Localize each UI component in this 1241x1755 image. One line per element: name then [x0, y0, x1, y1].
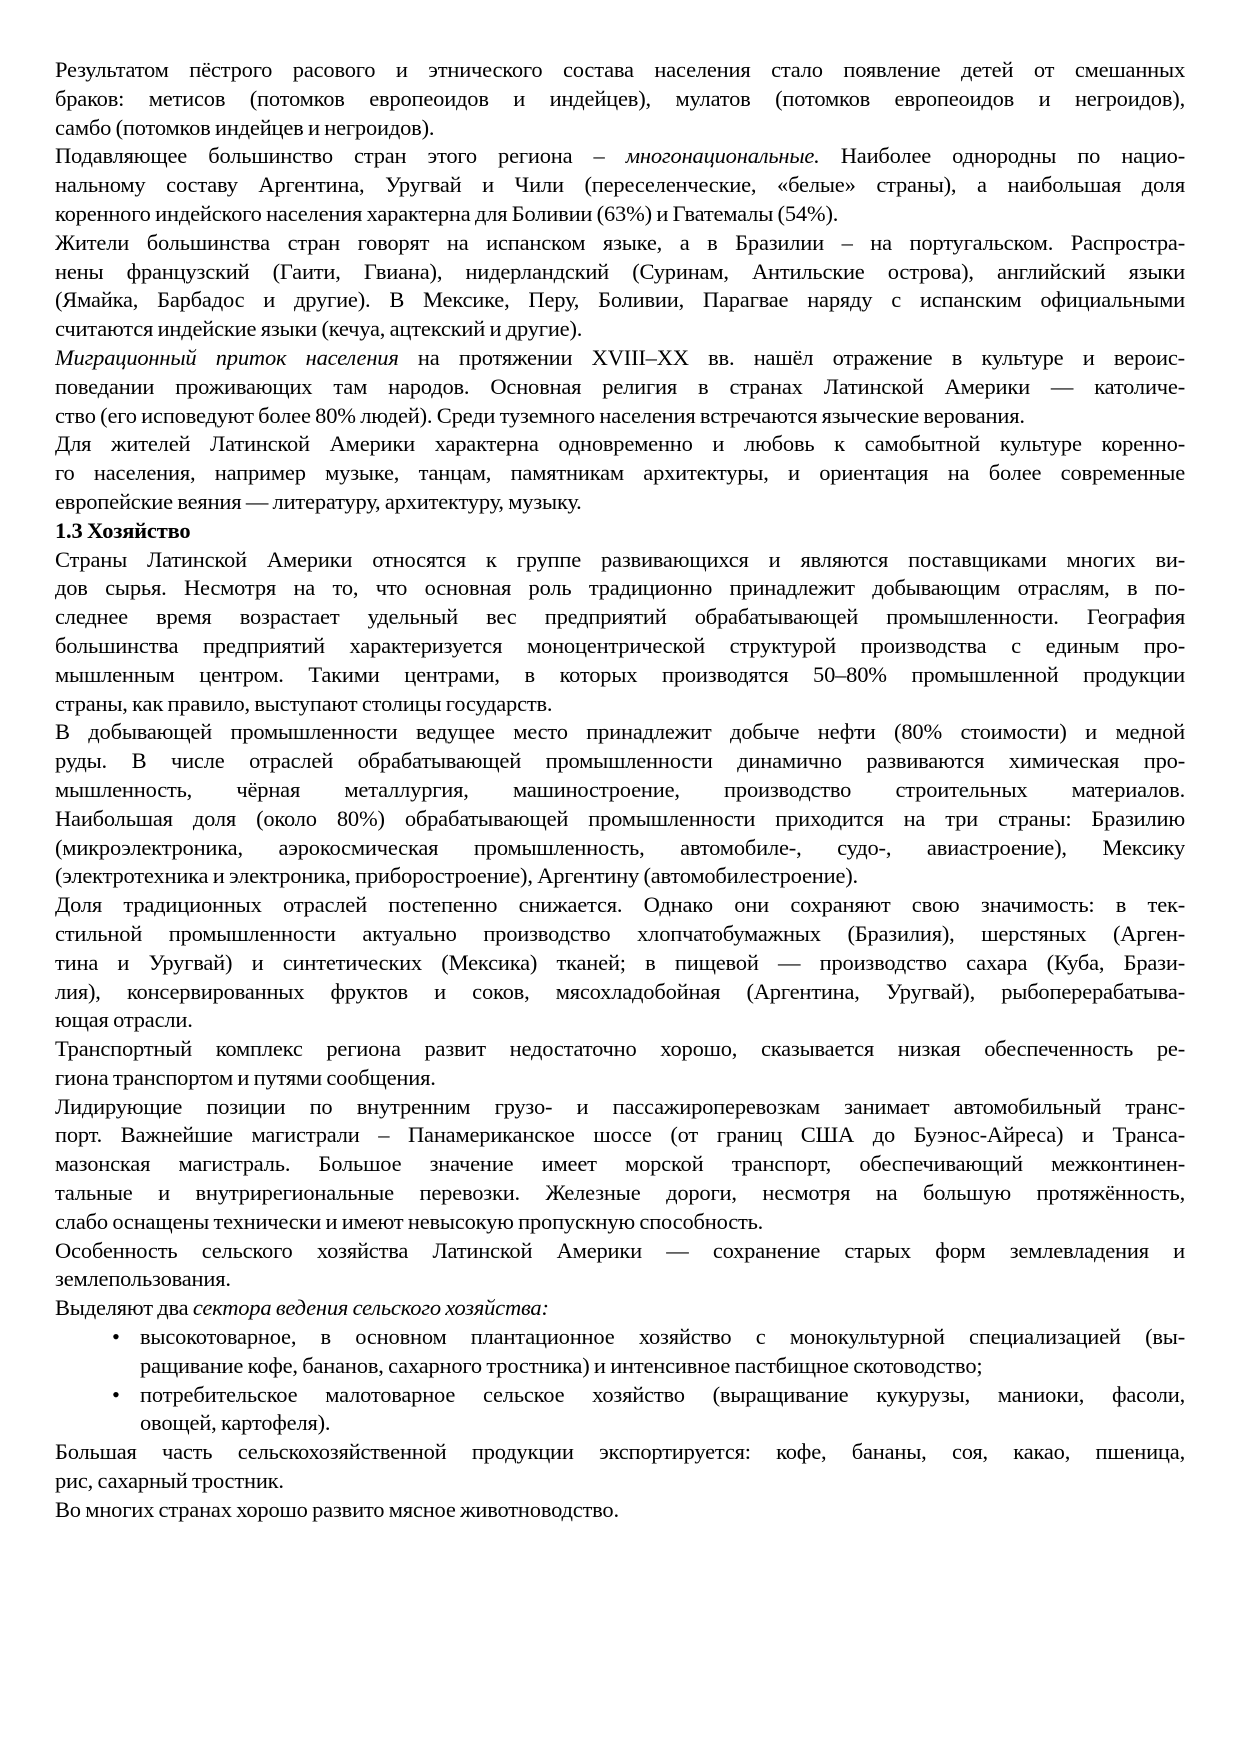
text-line — [55, 1294, 1185, 1323]
paragraph — [55, 229, 1185, 344]
text-run: потребительское малотоварное сельское хозяйство (выращивание кукурузы, маниоки, фасоли, — [140, 1381, 1185, 1407]
text-run: самбо (потомков индейцев и негроидов). — [55, 114, 435, 140]
text-line — [55, 1064, 1185, 1093]
text-line — [55, 1150, 1185, 1179]
text-line — [55, 430, 1185, 459]
text-line — [55, 286, 1185, 315]
text-line — [55, 1438, 1185, 1467]
text-run: (электротехника и электроника, приборостроение), Аргентину (автомобилестроение). — [55, 863, 858, 889]
paragraph — [55, 1035, 1185, 1093]
text-line — [55, 258, 1185, 287]
text-run: порт. Важнейшие магистрали – Панамериканское шоссе (от границ США до Буэнос-Айреса) и Транса- — [55, 1122, 1185, 1148]
text-line — [55, 229, 1185, 258]
text-run: коренного индейского населения характерна для Боливии (63%) и Гватемалы (54%). — [55, 200, 839, 226]
text-line — [55, 776, 1185, 805]
text-line — [55, 373, 1185, 402]
text-run: следнее время возрастает удельный вес предприятий обрабатывающей промышленности. География — [55, 604, 1185, 630]
italic-text-run: Миграционный приток населения — [55, 344, 399, 370]
text-run: го населения, например музыке, танцам, памятникам архитектуры, и ориентация на более современные — [55, 460, 1185, 486]
text-line — [55, 200, 1185, 229]
paragraph — [55, 546, 1185, 719]
text-line — [55, 1208, 1185, 1237]
paragraph — [55, 1496, 1185, 1525]
text-line — [55, 142, 1185, 171]
text-run: дов сырья. Несмотря на то, что основная роль традиционно принадлежит добывающим отраслям, в по- — [55, 575, 1185, 601]
paragraph — [55, 344, 1185, 430]
text-line — [55, 1006, 1185, 1035]
text-run: слабо оснащены технически и имеют невысокую пропускную способность. — [55, 1208, 764, 1234]
bullet-list-item — [55, 1381, 1185, 1439]
text-run: нены французский (Гаити, Гвиана), нидерландский (Суринам, Антильские острова), английский языки — [55, 258, 1185, 284]
text-run: В добывающей промышленности ведущее место принадлежит добыче нефти (80% стоимости) и медной — [55, 719, 1185, 745]
text-line — [55, 459, 1185, 488]
text-run: мышленность, чёрная металлургия, машиностроение, производство строительных материалов. — [55, 776, 1185, 802]
bullet-icon: • — [112, 1381, 120, 1407]
text-run: гиона транспортом и путями сообщения. — [55, 1064, 436, 1090]
text-run: рис, сахарный тростник. — [55, 1468, 284, 1494]
text-run: ющая отрасли. — [55, 1007, 193, 1033]
text-line — [55, 1035, 1185, 1064]
bullet-icon: • — [112, 1324, 120, 1350]
text-line — [55, 1093, 1185, 1122]
text-run: поведании проживающих там народов. Основная религия в странах Латинской Америки — католиче- — [55, 373, 1185, 399]
text-run: тина и Уругвай) и синтетических (Мексика) тканей; в пищевой — производство сахара (Куба, Брази- — [55, 949, 1185, 975]
paragraph — [55, 718, 1185, 891]
section-heading — [55, 517, 1185, 546]
text-line — [140, 1409, 1185, 1438]
text-line — [55, 718, 1185, 747]
text-line — [55, 171, 1185, 200]
text-run: нальному составу Аргентина, Уругвай и Чили (переселенческие, «белые» страны), а наибольшая доля — [55, 172, 1185, 198]
text-line — [55, 834, 1185, 863]
text-line — [55, 315, 1185, 344]
text-line — [55, 949, 1185, 978]
text-run: большинства предприятий характеризуется моноцентрической структурой производства с единым про- — [55, 632, 1185, 658]
text-line — [55, 978, 1185, 1007]
text-run: страны, как правило, выступают столицы государств. — [55, 690, 553, 716]
text-run: землепользования. — [55, 1266, 231, 1292]
text-line — [55, 517, 1185, 546]
text-run: браков: метисов (потомков европеоидов и индейцев), мулатов (потомков европеоидов и негроидов), — [55, 85, 1185, 111]
text-line — [55, 603, 1185, 632]
text-run: Доля традиционных отраслей постепенно снижается. Однако они сохраняют свою значимость: в тек- — [55, 892, 1185, 918]
paragraph — [55, 1237, 1185, 1295]
text-run: овощей, картофеля). — [140, 1410, 331, 1436]
paragraph — [55, 1438, 1185, 1496]
text-run: на протяжении XVIII–XX вв. нашёл отражение в культуре и вероис- — [398, 344, 1185, 370]
text-line — [55, 85, 1185, 114]
text-run: Наибольшая доля (около 80%) обрабатывающей промышленности приходится на три страны: Бразилию — [55, 805, 1185, 831]
text-run: ращивание кофе, бананов, сахарного тростника) и интенсивное пастбищное скотоводство; — [140, 1352, 983, 1378]
paragraph — [55, 891, 1185, 1035]
text-line — [55, 546, 1185, 575]
text-line — [55, 56, 1185, 85]
text-run: лия), консервированных фруктов и соков, мясохладобойная (Аргентина, Уругвай), рыбоперерабатыва- — [55, 978, 1185, 1004]
text-line — [140, 1352, 1185, 1381]
bold-text-run: 1.3 Хозяйство — [55, 517, 191, 543]
text-run: тальные и внутрирегиональные перевозки. Железные дороги, несмотря на большую протяжённость, — [55, 1180, 1185, 1206]
italic-text-run: сектора ведения сельского хозяйства: — [192, 1295, 549, 1321]
text-line — [55, 1265, 1185, 1294]
paragraph — [55, 430, 1185, 516]
text-line — [55, 632, 1185, 661]
text-line — [55, 920, 1185, 949]
text-line — [140, 1381, 1185, 1410]
text-line — [55, 344, 1185, 373]
text-line — [55, 690, 1185, 719]
paragraph — [55, 56, 1185, 142]
text-run: Подавляющее большинство стран этого региона – — [55, 143, 626, 169]
text-line — [55, 1496, 1185, 1525]
text-line — [55, 805, 1185, 834]
paragraph — [55, 142, 1185, 228]
text-run: Лидирующие позиции по внутренним грузо- и пассажироперевозкам занимает автомобильный транс- — [55, 1093, 1185, 1119]
text-line — [55, 488, 1185, 517]
text-run: Во многих странах хорошо развито мясное животноводство. — [55, 1496, 619, 1522]
text-run: ство (его исповедуют более 80% людей). Среди туземного населения встречаются языческие верования. — [55, 402, 1025, 428]
text-line — [55, 402, 1185, 431]
text-run: Страны Латинской Америки относятся к группе развивающихся и являются поставщиками многих ви- — [55, 546, 1185, 572]
text-line — [55, 1121, 1185, 1150]
italic-text-run: многонациональные. — [625, 143, 820, 169]
text-line — [55, 862, 1185, 891]
text-line — [55, 891, 1185, 920]
text-line — [55, 661, 1185, 690]
text-line — [55, 747, 1185, 776]
text-run: считаются индейские языки (кечуа, ацтекский и другие). — [55, 316, 583, 342]
document-body — [55, 56, 1185, 1525]
text-run: Наиболее однородны по нацио- — [819, 143, 1185, 169]
text-run: (Ямайка, Барбадос и другие). В Мексике, Перу, Боливии, Парагвае наряду с испанским официальными — [55, 287, 1185, 313]
text-run: руды. В числе отраслей обрабатывающей промышленности динамично развиваются химическая про- — [55, 748, 1185, 774]
text-run: Большая часть сельскохозяйственной продукции экспортируется: кофе, бананы, соя, какао, пшеница, — [55, 1439, 1185, 1465]
text-line — [55, 114, 1185, 143]
paragraph — [55, 1093, 1185, 1237]
text-run: Результатом пёстрого расового и этнического состава населения стало появление детей от смешанных — [55, 57, 1185, 82]
text-run: Выделяют два — [55, 1295, 193, 1321]
text-line — [55, 1467, 1185, 1496]
text-run: Транспортный комплекс региона развит недостаточно хорошо, сказывается низкая обеспеченность ре- — [55, 1036, 1185, 1062]
text-line — [140, 1323, 1185, 1352]
text-run: мазонская магистраль. Большое значение имеет морской транспорт, обеспечивающий межконтинен- — [55, 1151, 1185, 1177]
bullet-list-item — [55, 1323, 1185, 1381]
text-run: Особенность сельского хозяйства Латинской Америки — сохранение старых форм землевладения и — [55, 1237, 1185, 1263]
text-run: высокотоварное, в основном плантационное хозяйство с монокультурной специализацией (вы- — [140, 1324, 1185, 1350]
text-run: (микроэлектроника, аэрокосмическая промышленность, автомобиле-, судо-, авиастроение), Мексику — [55, 834, 1185, 860]
text-run: европейские веяния — литературу, архитектуру, музыку. — [55, 488, 582, 514]
paragraph — [55, 1294, 1185, 1323]
text-run: стильной промышленности актуально производство хлопчатобумажных (Бразилия), шерстяных (Арген- — [55, 920, 1185, 946]
text-run: мышленным центром. Такими центрами, в которых производятся 50–80% промышленной продукции — [55, 661, 1185, 687]
text-line — [55, 574, 1185, 603]
text-run: Для жителей Латинской Америки характерна одновременно и любовь к самобытной культуре коренно- — [55, 431, 1185, 457]
text-line — [55, 1179, 1185, 1208]
text-run: Жители большинства стран говорят на испанском языке, а в Бразилии – на португальском. Распростра- — [55, 229, 1185, 255]
text-line — [55, 1237, 1185, 1266]
